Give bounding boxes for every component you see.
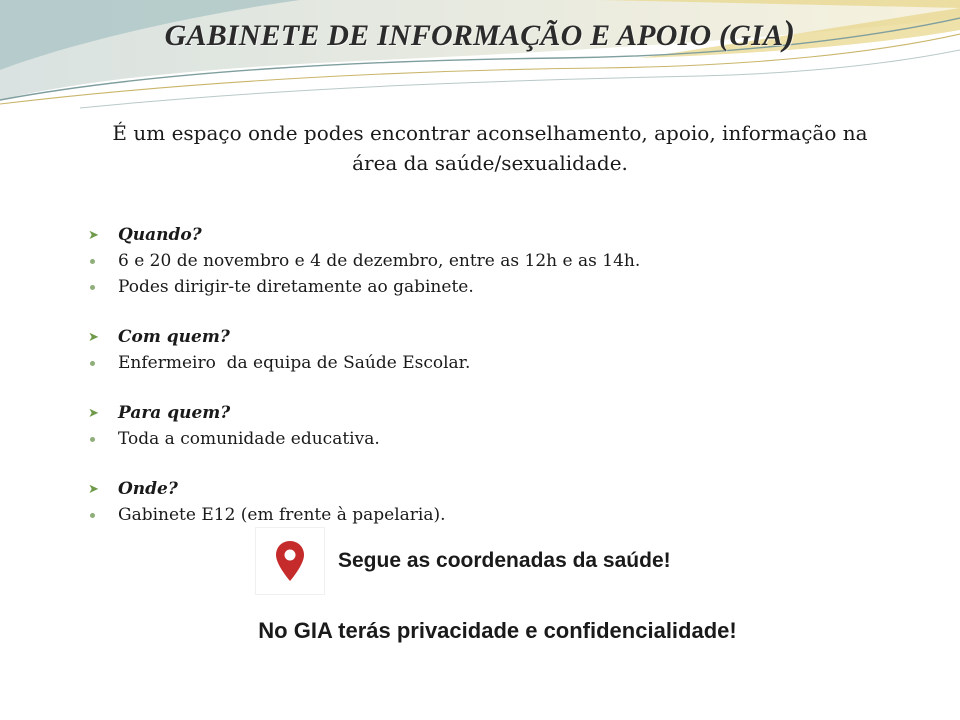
bullet-dot [88, 259, 118, 264]
bullet-dot [88, 285, 118, 290]
slide-title [0, 12, 960, 54]
section-heading: Com quem? [118, 327, 230, 347]
intro-text: É um espaço onde podes encontrar aconselhamento, apoio, informação na área da saúde/sexualidade. [112, 121, 868, 175]
section-heading: Quando? [118, 225, 202, 245]
arrow-right-icon: ➤ [88, 405, 99, 421]
arrow-right-icon: ➤ [88, 481, 99, 497]
list-item [88, 248, 888, 274]
list-item-text: Gabinete E12 (em frente à papelaria). [118, 505, 446, 525]
section-heading: Para quem? [118, 403, 231, 423]
list-item-text: 6 e 20 de novembro e 4 de dezembro, entre as 12h e as 14h. [118, 251, 641, 271]
section-heading-row [88, 324, 888, 350]
section-heading: Onde? [118, 479, 178, 499]
list-item [88, 426, 888, 452]
list-item-text: Enfermeiro da equipa de Saúde Escolar. [118, 353, 471, 373]
bullet-dot [88, 513, 118, 518]
section-heading-row [88, 400, 888, 426]
footer-text: No GIA terás privacidade e confidencialidade! [258, 618, 737, 643]
section-heading-row [88, 476, 888, 502]
list-item [88, 350, 888, 376]
list-item-text: Toda a comunidade educativa. [118, 429, 380, 449]
section-onde [88, 476, 888, 528]
map-pin-icon-container [255, 527, 325, 595]
list-item-text: Podes dirigir-te diretamente ao gabinete. [118, 277, 474, 297]
section-com-quem [88, 324, 888, 376]
bullet-dot [88, 437, 118, 442]
slide-title-text: GABINETE DE INFORMAÇÃO E APOIO (GIA [164, 19, 784, 52]
list-item [88, 274, 888, 300]
arrow-right-icon: ➤ [88, 329, 99, 345]
slide-title-close-paren: ) [783, 13, 796, 53]
list-item [88, 502, 888, 528]
info-sections [88, 222, 888, 552]
bullet-dot [88, 361, 118, 366]
section-para-quem [88, 400, 888, 452]
arrow-right-icon: ➤ [88, 227, 99, 243]
callout-text: Segue as coordenadas da saúde! [338, 549, 671, 572]
section-heading-row [88, 222, 888, 248]
map-pin-icon [275, 540, 305, 582]
section-quando [88, 222, 888, 300]
